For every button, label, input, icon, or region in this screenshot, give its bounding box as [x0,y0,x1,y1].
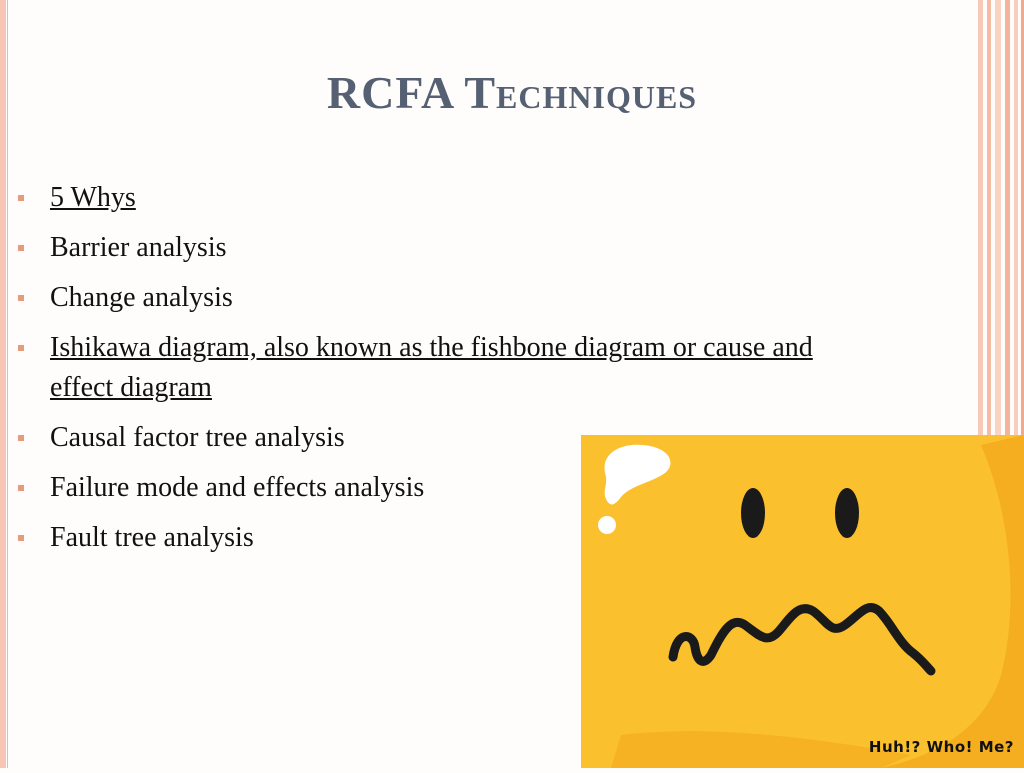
page-title [0,66,1024,119]
list-item-text: Barrier analysis [50,232,227,263]
list-item-text: Failure mode and effects analysis [50,472,425,503]
bullet-marker [18,345,24,351]
list-item [18,228,818,268]
list-item-text: Causal factor tree analysis [50,422,345,453]
list-item-text[interactable]: 5 Whys [50,182,136,213]
bullet-marker [18,195,24,201]
title-main: RCFA T [326,67,497,118]
bullet-marker [18,435,24,441]
list-item [18,178,818,218]
bullet-marker [18,485,24,491]
bullet-marker [18,295,24,301]
list-item-text: Change analysis [50,282,233,313]
graphic-caption: Huh!? Who! Me? [868,738,1014,756]
list-item-text: Fault tree analysis [50,522,254,553]
bullet-marker [18,245,24,251]
title-rest: echniques [496,67,698,118]
list-item [18,328,818,408]
confused-face-graphic [581,435,1024,768]
list-item [18,278,818,318]
bullet-marker [18,535,24,541]
list-item-text[interactable]: Ishikawa diagram, also known as the fishbone diagram or cause and effect diagram [50,332,813,403]
confused-face-icon [581,435,1024,768]
